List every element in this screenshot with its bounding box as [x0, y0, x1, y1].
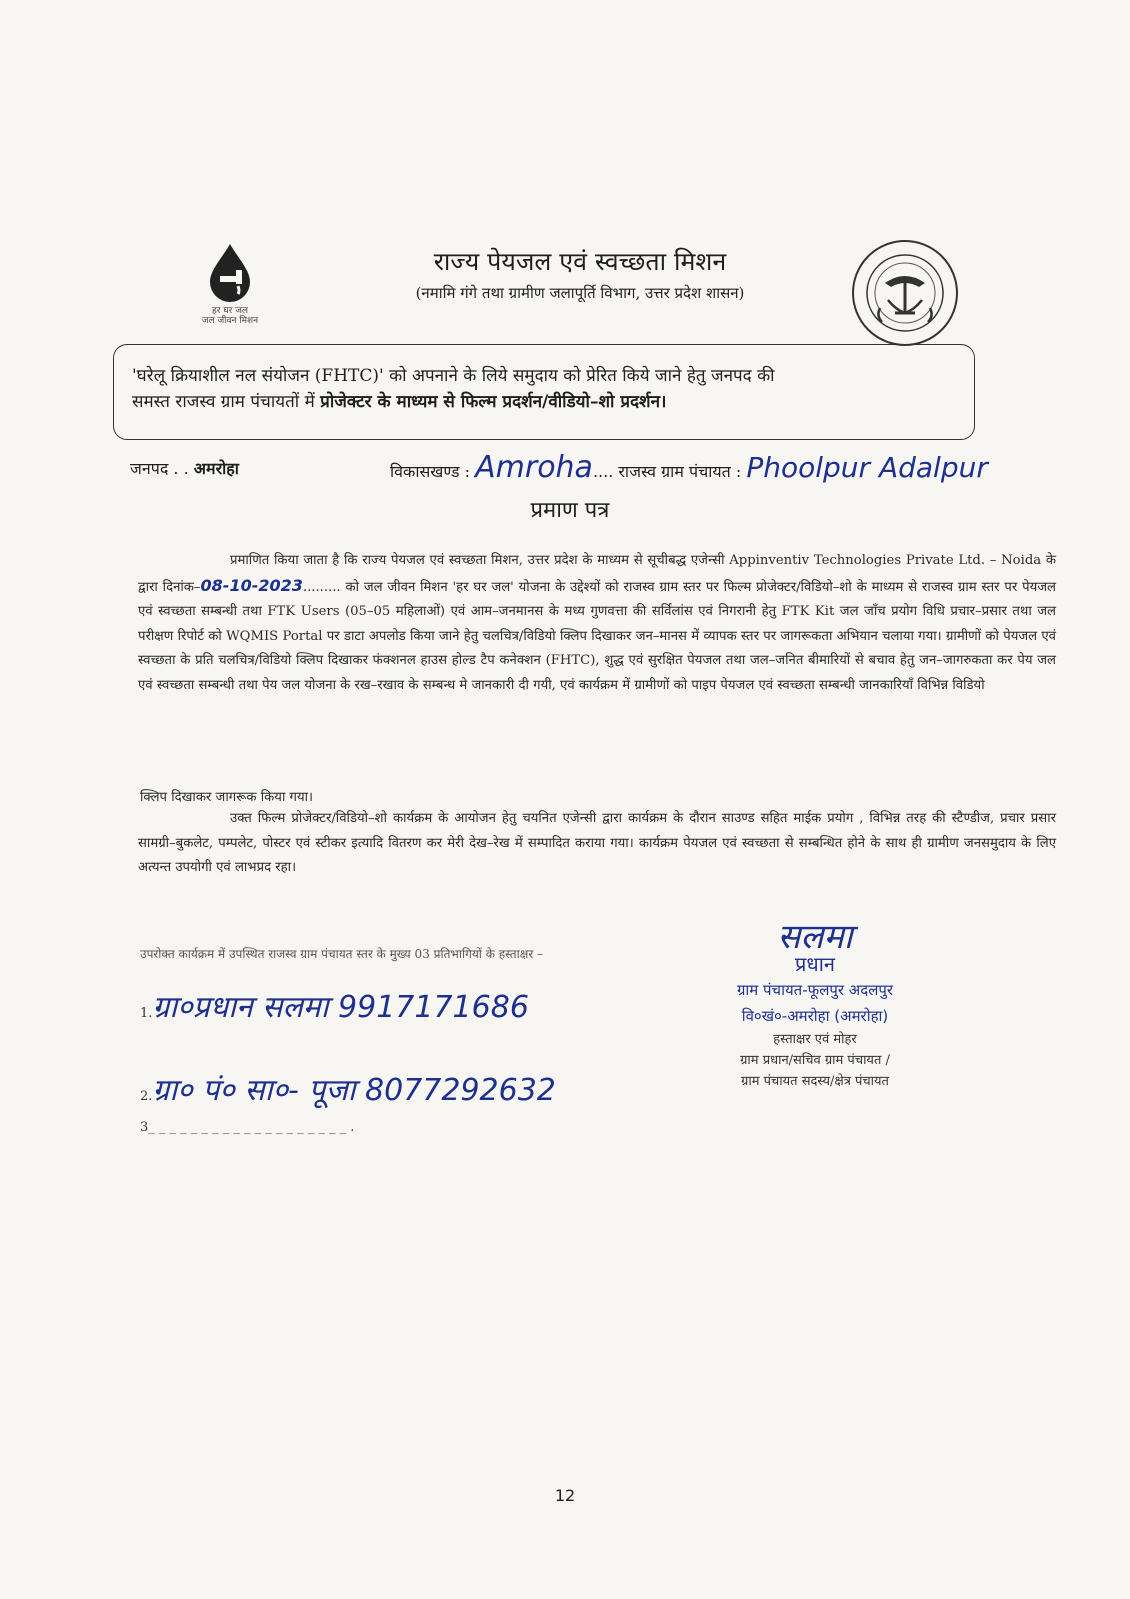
participant-2-handwritten: ग्रा० पं० सा०- पूजा 8077292632 [152, 1073, 556, 1108]
block-dots: .... [592, 462, 614, 481]
participant-signature-2 [140, 1068, 556, 1109]
pradhan-designation-stamp: प्रधान [795, 952, 835, 976]
participant-1-handwritten: ग्रा०प्रधान सलमा 9917171686 [152, 990, 529, 1025]
block-panchayat-field [390, 450, 988, 485]
participant-1-number: 1. [140, 1006, 153, 1021]
topic-box [113, 344, 975, 440]
panchayat-value-handwritten: Phoolpur Adalpur [746, 451, 988, 484]
mission-subtitle: (नमामि गंगे तथा ग्रामीण जलापूर्ति विभाग, उत्तर प्रदेश शासन) [415, 284, 745, 302]
district-label: जनपद . . [130, 459, 194, 478]
logo-text-2: जल जीवन मिशन [201, 316, 259, 326]
topic-line-1: 'घरेलू क्रियाशील नल संयोजन (FHTC)' को अपनाने के लिये समुदाय को प्रेरित किये जाने हेतु जनपद की [132, 366, 775, 386]
pradhan-signature-handwritten: सलमा [777, 917, 853, 957]
participant-signature-1 [140, 985, 529, 1026]
participants-signature-intro: उपरोक्त कार्यक्रम में उपस्थित राजस्व ग्राम पंचायत स्तर के मुख्य 03 प्रतिभागियों के हस्ताक्षर – [140, 947, 544, 961]
block-value-handwritten: Amroha [475, 450, 593, 485]
topic-line-2-plain: समस्त राजस्व ग्राम पंचायतों में [132, 392, 321, 412]
topic-line-2 [132, 389, 958, 415]
panchayat-label: राजस्व ग्राम पंचायत : [618, 462, 742, 481]
para1-part-a: प्रमाणित किया जाता है कि राज्य पेयजल एवं स्वच्छता मिशन, उत्तर प्रदेश के माध्यम से सूचीबद्ध एजेन्सी Appinventiv Technologies Private Ltd. – Noida के द्वारा दिनांक– [138, 553, 1056, 595]
logo-text-1: हर घर जल [212, 306, 248, 316]
jal-jeevan-mission-logo [185, 242, 275, 337]
district-field [130, 457, 239, 479]
page-number: 12 [554, 1486, 576, 1505]
district-value: अमरोहा [193, 459, 239, 478]
participant-signature-3-blank: 3_ _ _ _ _ _ _ _ _ _ _ _ _ _ _ _ _ _ _ . [140, 1120, 355, 1135]
signatory-roles-line-2: ग्राम पंचायत सदस्य/क्षेत्र पंचायत [741, 1074, 889, 1089]
signature-and-seal-label: हस्ताक्षर एवं मोहर [773, 1032, 857, 1047]
certificate-paragraph-1 [138, 549, 1056, 699]
para1-part-b: ......... को जल जीवन मिशन 'हर घर जल' योजना के उद्देश्यों को राजस्व ग्राम स्तर पर फिल्म प्रोजेक्टर/विडियो–शो के माध्यम से राजस्व ग्राम स्तर पर पेयजल एवं स्वच्छता सम्बन्धी तथा FTK Users (05–05 महिलाओं) एवं आम–जनमानस के मध्य गुणवत्ता की सर्विलांस एवं निगरानी हेतु FTK Kit जल जाँच प्रयोग विधि प्रचार–प्रसार तथा जल परीक्षण रिपोर्ट को WQMIS Portal पर डाटा अपलोड किया जाने हेतु चलचित्र/विडियो क्लिप दिखाकर जन–मानस में व्यापक स्तर पर जागरूकता अभियान चलाया गया। ग्रामीणों को पेयजल एवं स्वच्छता के प्रति चलचित्र/विडियो क्लिप दिखाकर फंक्शनल हाउस होल्ड टैप कनेक्शन (FHTC), शुद्ध एवं सुरक्षित पेयजल तथा जल–जनित बीमारियों से बचाव हेतु जन–जागरुकता कर पेय जल एवं स्वच्छता सम्बन्धी तथा पेय जल योजना के रख–रखाव के सम्बन्ध मे जानकारी दी गयी, एवं कार्यक्रम में ग्रामीणों को पाइप पेयजल एवं स्वच्छता सम्बन्धी जानकारियाँ विभिन्न विडियो [138, 579, 1056, 693]
water-drop-tap-icon [204, 242, 256, 302]
mission-title: राज्य पेयजल एवं स्वच्छता मिशन [433, 247, 727, 276]
pradhan-signature-block [680, 917, 950, 1092]
certificate-paragraph-2: उक्त फिल्म प्रोजेक्टर/विडियो–शो कार्यक्रम के आयोजन हेतु चयनित एजेन्सी द्वारा कार्यक्रम के दौरान साउण्ड सहित माईक प्रयोग , विभिन्न तरह की स्टैण्डीज, प्रचार प्रसार सामग्री–बुकलेट, पम्पलेट, पोस्टर एवं स्टीकर इत्यादि वितरण कर मेरी देख–रेख में सम्पादित कराया गया। कार्यक्रम पेयजल एवं स्वच्छता से सम्बन्धित होने के साथ ही ग्रामीण जनसमुदाय के लिए अत्यन्त उपयोगी एवं लाभप्रद रहा। [138, 811, 1056, 876]
stamp-line-2: वि०खं०-अमरोहा (अमरोहा) [741, 1007, 889, 1025]
block-label: विकासखण्ड : [390, 462, 471, 481]
stamp-line-1: ग्राम पंचायत-फूलपुर अदलपुर [736, 981, 894, 999]
certificate-title: प्रमाण पत्र [530, 498, 610, 523]
program-date-handwritten: 08-10-2023 [200, 575, 303, 595]
para1-tail: क्लिप दिखाकर जागरूक किया गया। [140, 790, 314, 805]
signatory-roles-line-1: ग्राम प्रधान/सचिव ग्राम पंचायत / [740, 1053, 890, 1068]
participant-2-number: 2. [140, 1089, 153, 1104]
topic-line-2-bold: प्रोजेक्टर के माध्यम से फिल्म प्रदर्शन/वीडियो–शो प्रदर्शन। [320, 392, 667, 412]
up-government-seal-icon [850, 238, 960, 348]
